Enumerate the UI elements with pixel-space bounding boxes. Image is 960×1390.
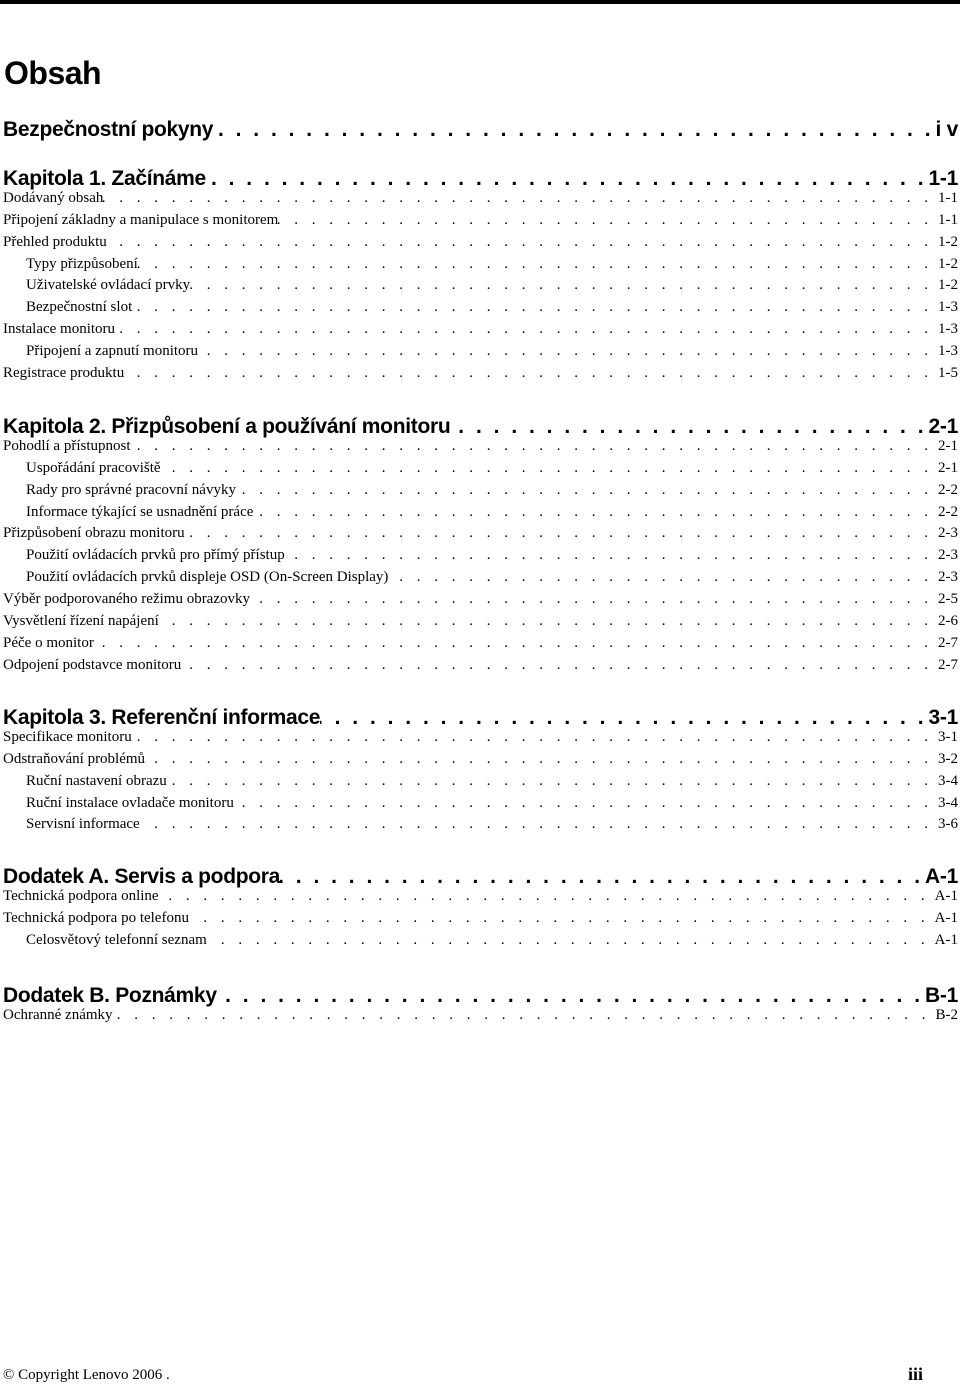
toc-entry-page: 2-2 [938, 481, 958, 498]
toc-entry[interactable] [3, 297, 958, 319]
toc-entry-label: Připojení a zapnutí monitoru [26, 342, 199, 359]
toc-entry[interactable] [3, 341, 958, 363]
dot-leader [190, 275, 936, 297]
toc-heading-label: Bezpečnostní pokyny [3, 118, 214, 141]
toc-heading-label: Dodatek B. Poznámky [3, 984, 217, 1007]
toc-entry[interactable] [3, 436, 958, 458]
toc-entry[interactable] [3, 458, 958, 480]
toc-section [3, 162, 958, 381]
toc-heading-label: Dodatek A. Servis a podpora [3, 865, 281, 888]
toc-entry-label: Odstraňování problémů [3, 750, 146, 767]
toc-entry-page: 3-2 [938, 750, 958, 767]
dot-leader [113, 1005, 934, 1027]
dot-leader [207, 930, 933, 952]
toc-entry[interactable] [3, 655, 958, 677]
toc-entry[interactable] [3, 254, 958, 276]
dot-leader [115, 319, 936, 341]
toc-entry-page: 2-3 [938, 547, 958, 564]
toc-entry-page: 2-7 [938, 656, 958, 673]
toc-entry-label: Péče o monitor [3, 634, 94, 651]
toc-entry-label: Vysvětlení řízení napájení [3, 612, 159, 629]
toc-heading-page: 3-1 [928, 706, 958, 729]
toc-entry-page: 3-6 [938, 816, 958, 833]
toc-entry[interactable] [3, 793, 958, 815]
toc-entry-page: 1-5 [938, 364, 958, 381]
toc-entry-page: 2-6 [938, 612, 958, 629]
toc-heading-label: Kapitola 1. Začínáme [3, 167, 206, 190]
page-number: iii [907, 1364, 923, 1384]
toc-heading-page: A-1 [925, 865, 958, 888]
toc-entry[interactable] [3, 319, 958, 341]
dot-leader [388, 567, 936, 589]
dot-leader [185, 523, 936, 545]
toc-entry[interactable] [3, 480, 958, 502]
toc-entry-page: A-1 [934, 931, 958, 948]
dot-leader [167, 771, 936, 793]
toc-entry-label: Odpojení podstavce monitoru [3, 656, 182, 673]
toc-entry[interactable] [3, 930, 958, 952]
toc-entry-page: 2-3 [938, 525, 958, 542]
dot-leader [138, 254, 936, 276]
dot-leader [159, 886, 933, 908]
dot-leader [140, 814, 936, 836]
toc-entry[interactable] [3, 749, 958, 771]
toc-entry-page: 2-1 [938, 438, 958, 454]
toc-section [3, 113, 958, 147]
toc-entry[interactable] [3, 886, 958, 908]
toc-entry-page: 1-3 [938, 321, 958, 338]
toc-entry[interactable] [3, 275, 958, 297]
toc-entry-label: Celosvětový telefonní seznam [26, 931, 207, 948]
toc-entry-page: 2-1 [938, 459, 958, 476]
toc-entry-page: B-2 [935, 1007, 958, 1023]
toc-entry-label: Instalace monitoru [3, 321, 116, 338]
toc-entry[interactable] [3, 363, 958, 385]
dot-leader [189, 908, 933, 930]
dot-leader [132, 297, 936, 319]
dot-leader [250, 589, 936, 611]
dot-leader [213, 113, 933, 147]
toc-entry-label: Technická podpora po telefonu [3, 909, 189, 926]
toc-entry-label: Informace týkající se usnadnění práce [26, 503, 254, 520]
toc-entry-label: Servisní informace [26, 816, 140, 833]
toc-entry-page: 1-2 [938, 255, 958, 272]
toc-entry[interactable] [3, 210, 958, 232]
toc-entry-page: 2-2 [938, 503, 958, 520]
toc-entry[interactable] [3, 523, 958, 545]
toc-entry-page: 2-3 [938, 569, 958, 586]
toc-entry-label: Typy přizpůsobení [26, 255, 138, 272]
toc-entry[interactable] [3, 633, 958, 655]
toc-entry-label: Přizpůsobení obrazu monitoru [3, 525, 185, 542]
dot-leader [253, 502, 936, 524]
toc-entry[interactable] [3, 232, 958, 254]
toc-entry-page: 1-1 [938, 211, 958, 228]
toc-entry-label: Bezpečnostní slot [26, 299, 133, 316]
dot-leader [161, 458, 936, 480]
toc-entry-page: 1-3 [938, 342, 958, 359]
toc-entry-label: Dodávaný obsah [3, 190, 104, 206]
toc-entry-page: 1-2 [938, 233, 958, 250]
toc-entry-label: Pohodlí a přístupnost [3, 438, 131, 454]
toc-entry-label: Registrace produktu [3, 364, 125, 381]
toc-heading-page: i v [935, 118, 958, 141]
dot-leader [107, 232, 936, 254]
dot-leader [159, 611, 936, 633]
dot-leader [198, 341, 936, 363]
toc-entry-page: 1-3 [938, 299, 958, 316]
toc-entry-label: Specifikace monitoru [3, 729, 132, 745]
toc-heading-page: 1-1 [928, 167, 958, 190]
toc-heading-label: Kapitola 3. Referenční informace [3, 706, 321, 729]
toc-section [3, 979, 958, 1023]
toc-entry[interactable] [3, 589, 958, 611]
toc-heading-label: Kapitola 2. Přizpůsobení a používání monitoru [3, 415, 451, 438]
toc-entry[interactable] [3, 611, 958, 633]
toc-entry[interactable] [3, 545, 958, 567]
dot-leader [236, 480, 936, 502]
toc-entry-label: Ruční instalace ovladače monitoru [26, 794, 234, 811]
dot-leader [132, 727, 936, 749]
toc-entry-page: A-1 [934, 909, 958, 926]
toc-entry[interactable] [3, 188, 958, 210]
toc-entry-page: 1-1 [938, 190, 958, 206]
toc-entry-label: Uživatelské ovládací prvky [26, 277, 191, 294]
toc-entry[interactable] [3, 771, 958, 793]
toc-entry-page: A-1 [934, 888, 958, 904]
dot-leader [278, 210, 936, 232]
dot-leader [181, 655, 936, 677]
toc-entry[interactable] [3, 1005, 958, 1027]
toc-entry-label: Ochranné známky [3, 1007, 113, 1023]
toc-entry[interactable] [3, 567, 958, 589]
toc-entry-label: Uspořádání pracoviště [26, 459, 161, 476]
toc-entry-label: Rady pro správné pracovní návyky [26, 481, 236, 498]
toc-entry-label: Použití ovládacích prvků pro přímý přístup [26, 547, 285, 564]
dot-leader [285, 545, 936, 567]
toc-entry-label: Technická podpora online [3, 888, 159, 904]
dot-leader [234, 793, 936, 815]
toc-entry-page: 2-7 [938, 634, 958, 651]
toc-entry-label: Přehled produktu [3, 233, 107, 250]
toc-entry-label: Použití ovládacích prvků displeje OSD (On-Screen Display) [26, 569, 389, 586]
toc-entry[interactable] [3, 727, 958, 749]
toc-entry-page: 1-2 [938, 277, 958, 294]
toc-entry-page: 3-4 [938, 772, 958, 789]
toc-entry-label: Ruční nastavení obrazu [26, 772, 167, 789]
toc-entry[interactable] [3, 814, 958, 836]
toc-entry-page: 3-4 [938, 794, 958, 811]
toc-heading[interactable] [3, 113, 958, 147]
toc-entry[interactable] [3, 502, 958, 524]
toc-entry-label: Připojení základny a manipulace s monitorem [3, 211, 279, 228]
toc-heading-page: B-1 [925, 984, 958, 1007]
toc-section [3, 410, 958, 673]
dot-leader [131, 436, 936, 458]
dot-leader [145, 749, 936, 771]
dot-leader [103, 188, 936, 210]
toc-entry-page: 2-5 [938, 590, 958, 607]
toc-entry[interactable] [3, 908, 958, 930]
copyright-notice: © Copyright Lenovo 2006 . [3, 1367, 170, 1383]
toc-section [3, 860, 958, 948]
toc-entry-label: Výběr podporovaného režimu obrazovky [3, 590, 251, 607]
toc-entry-page: 3-1 [938, 729, 958, 745]
top-rule [0, 0, 960, 4]
toc-heading-page: 2-1 [928, 415, 958, 438]
toc-section [3, 701, 958, 833]
dot-leader [124, 363, 936, 385]
dot-leader [94, 633, 936, 655]
page-title: Obsah [4, 55, 102, 91]
